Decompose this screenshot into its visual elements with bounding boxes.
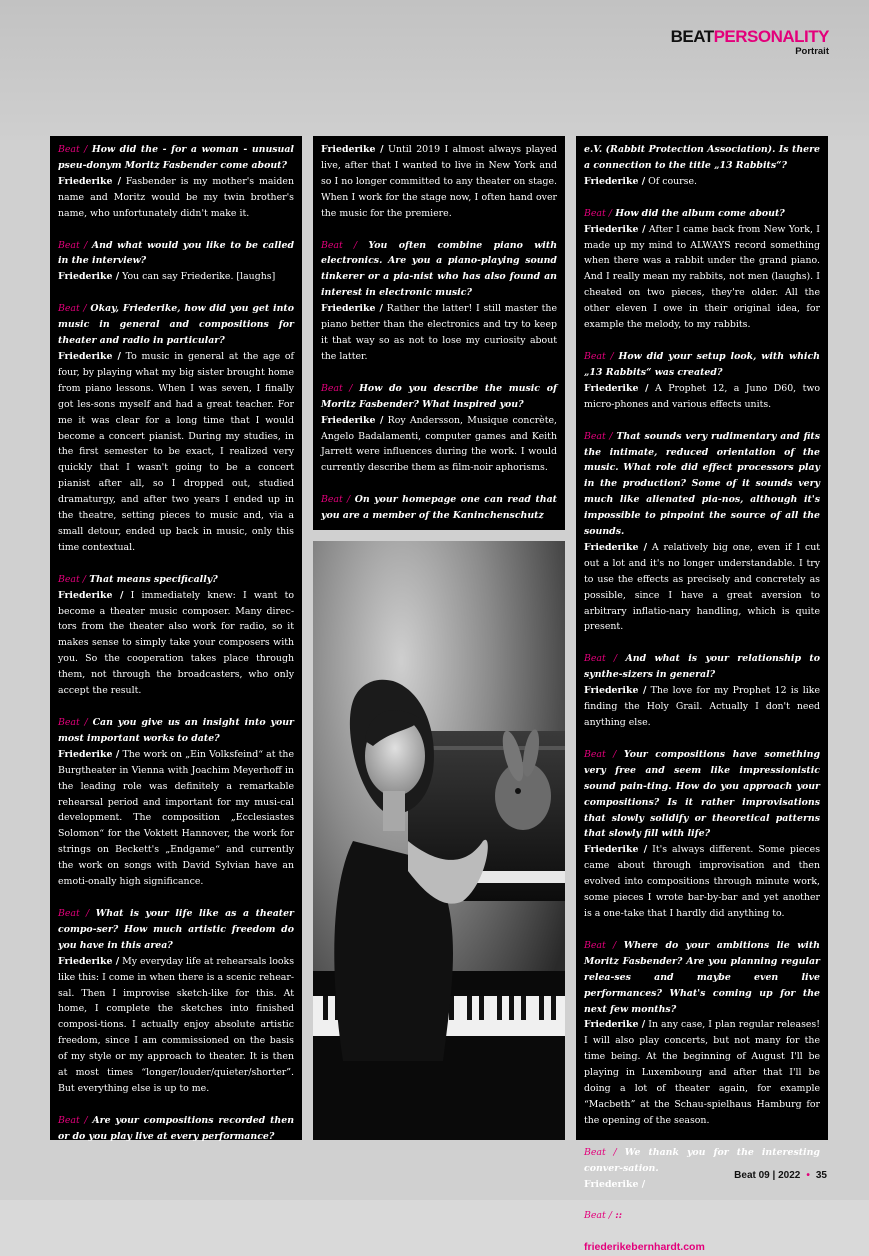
website-link[interactable]: friederikebernhardt.com <box>584 1241 705 1254</box>
qa-block: Friederike / Until 2019 I almost always played live, after that I wanted to live in New York and so I no longer committed to any theater on stage. When I work for the stage now, I often hand over the music for the premiere. <box>321 144 557 219</box>
page-number: 35 <box>815 1170 827 1181</box>
qa-block: e.V. (Rabbit Protection Association). Is there a connection to the title „13 Rabbits“? Friederike / Of course. <box>584 144 820 187</box>
qa-block: Beat / Can you give us an insight into your most important works to date? Friederike / The work on „Ein Volksfeind“ at the Burgtheater in Vienna with Joachim Meyerhoff in the leading role was definitely a remarkable rehearsal period and important for my musi-cal development. The composition „Ecclesiastes Solomon“ for the Voktett Hannover, the work for strings on Beckett's „Endgame“ and currently the work on songs with David Sylvian have an emoti-onally high significance. <box>58 717 295 888</box>
section-label: Portrait <box>795 46 829 57</box>
footer-separator: • <box>806 1170 810 1181</box>
qa-block: Beat / And what is your relationship to synthe-sizers in general? Friederike / The love for my Prophet 12 is like finding the Holy Grail. Actually I don't need anything else. <box>584 653 821 728</box>
qa-block: Beat / That sounds very rudimentary and fits the intimate, reduced orientation of the music. What role did effect processors play in the production? Some of it sounds very much like alienated pia-nos, although it's impossible to pinpoint the source of all the sounds. Friederike / A relatively big one, even if I cut out a lot and it's no longer understandable. I try to use the effects as precisely and concretely as possible, since I have a great aversion to arbitrary inflatio-nary handling, which is quite present. <box>584 430 821 633</box>
portrait-photo <box>313 541 565 1140</box>
qa-block: Beat / Where do your ambitions lie with Moritz Fasbender? Are you planning regular relea-ses and maybe even live performances? What's coming up for the next few months? Friederike / In any case, I plan regular releases! I will also play concerts, but not many for the time being. At the beginning of August I'll be playing in Luxembourg and after that I'll be doing a lot of theater again, for example “Macbeth” at the Schau-spielhaus Hamburg for the opening of the season. <box>584 939 821 1126</box>
qa-block: Beat / On your homepage one can read that you are a member of the Kaninchenschutz <box>321 494 558 522</box>
header-background <box>0 0 869 140</box>
qa-block: Beat / What is your life like as a theater compo-ser? How much artistic freedom do you have in this area? Friederike / My everyday life at rehearsals looks like this: I come in when there is a scenic rehear-sal. Then I improvise sketch-like for this. At home, I complete the sketches into finished composi-tions. I actually enjoy absolute artistic freedom, since I am commissioned on the basis of my style or my approach to theater. It is then at most times “longer/louder/quieter/shorter”. But everything else is up to me. <box>58 907 295 1094</box>
qa-block: Beat / Are your compositions recorded then or do you play live at every performance? <box>58 1114 295 1142</box>
page-footer <box>734 1170 827 1181</box>
qa-block: Beat / We thank you for the interesting conver-sation. Friederike / <box>584 1146 820 1190</box>
qa-block: Beat / That means specifically? Friederike / I immediately knew: I want to become a theater music composer. Many direc-tors from the theater also work for radio, so it makes sense to simply take your composers with you. So the cooperation takes place through them, not through the broadcasters, who only accept the result. <box>58 573 294 697</box>
brand-logo: BEATPERSONALITY <box>670 27 829 46</box>
text-column-2 <box>313 136 565 530</box>
qa-block: Beat / You often combine piano with electronics. Are you a piano-playing sound tinkerer or a pia-nist who has also found an interest in electronic music? Friederike / Rather the latter! I still master the piano better than the electronics and try to keep it that way so as not to lose my curiosity about the latter. <box>321 239 558 362</box>
page-header <box>671 28 829 58</box>
issue-label: Beat 09 | 2022 <box>734 1170 801 1181</box>
qa-block: Beat / Your compositions have something very free and seem like impressionistic sound pain-ting. How do you approach your compositions? Is it rather improvisations that slowly solidify or theoretical patterns that slowly fill with life? Friederike / It's always different. Some pieces came about through improvisation and then evolved into compositions through minute work, some pieces I wrote bar-by-bar and yet another is a one-take that I hardly did anything to. <box>584 748 821 919</box>
text-column-1 <box>50 136 302 1140</box>
qa-block: Beat / How did your setup look, with which „13 Rabbits“ was created? Friederike / A Prophet 12, a Juno D60, two micro-phones and various effects units. <box>584 350 821 410</box>
end-mark: :: <box>615 1210 623 1222</box>
portrait-illustration <box>313 541 565 1140</box>
qa-block: Beat / How do you describe the music of Moritz Fasbender? What inspired you? Friederike / Roy Andersson, Musique concrète, Angelo Badalamenti, computer games and Keith Jarrett were influences during the work. I would currently describe them as film-noir aphorisms. <box>321 382 558 474</box>
qa-block: Beat / And what would you like to be called in the interview? Friederike / You can say Friederike. [laughs] <box>58 239 295 283</box>
qa-block: Beat / How did the - for a woman - unusual pseu-donym Moritz Fasbender come about? Friederike / Fasbender is my mother's maiden name and Moritz would be my twin brother's name, who unfortunately didn't make it. <box>58 144 295 219</box>
qa-block: Beat / :: <box>584 1210 623 1222</box>
qa-block: Beat / How did the album come about? Friederike / After I came back from New York, I made up my mind to ALWAYS record something when there was a rabbit under the grand piano. And I really mean my rabbits, not men (laughs). I cheated on two pieces, they're older. All the other eleven I owe in their original idea, for example the melody, to my rabbits. <box>584 207 821 331</box>
qa-block: Beat / Okay, Friederike, how did you get into music in general and compositions for theater and radio in particular? Friederike / To music in general at the age of four, by playing what my big sister brought home from piano lessons. When I was seven, I finally got les-sons myself and had a great teacher. For me it was clear for a long time that I would become a concert pianist. During my studies, in the first semester to be exact, I realized very quickly that I wasn't going to be a concert pianist after all, so I dropped out, studied dramaturgy, and after two years I ended up in the theatre, setting pieces to music and, via a small detour, ended up back in music, only this time contextual. <box>58 303 295 553</box>
